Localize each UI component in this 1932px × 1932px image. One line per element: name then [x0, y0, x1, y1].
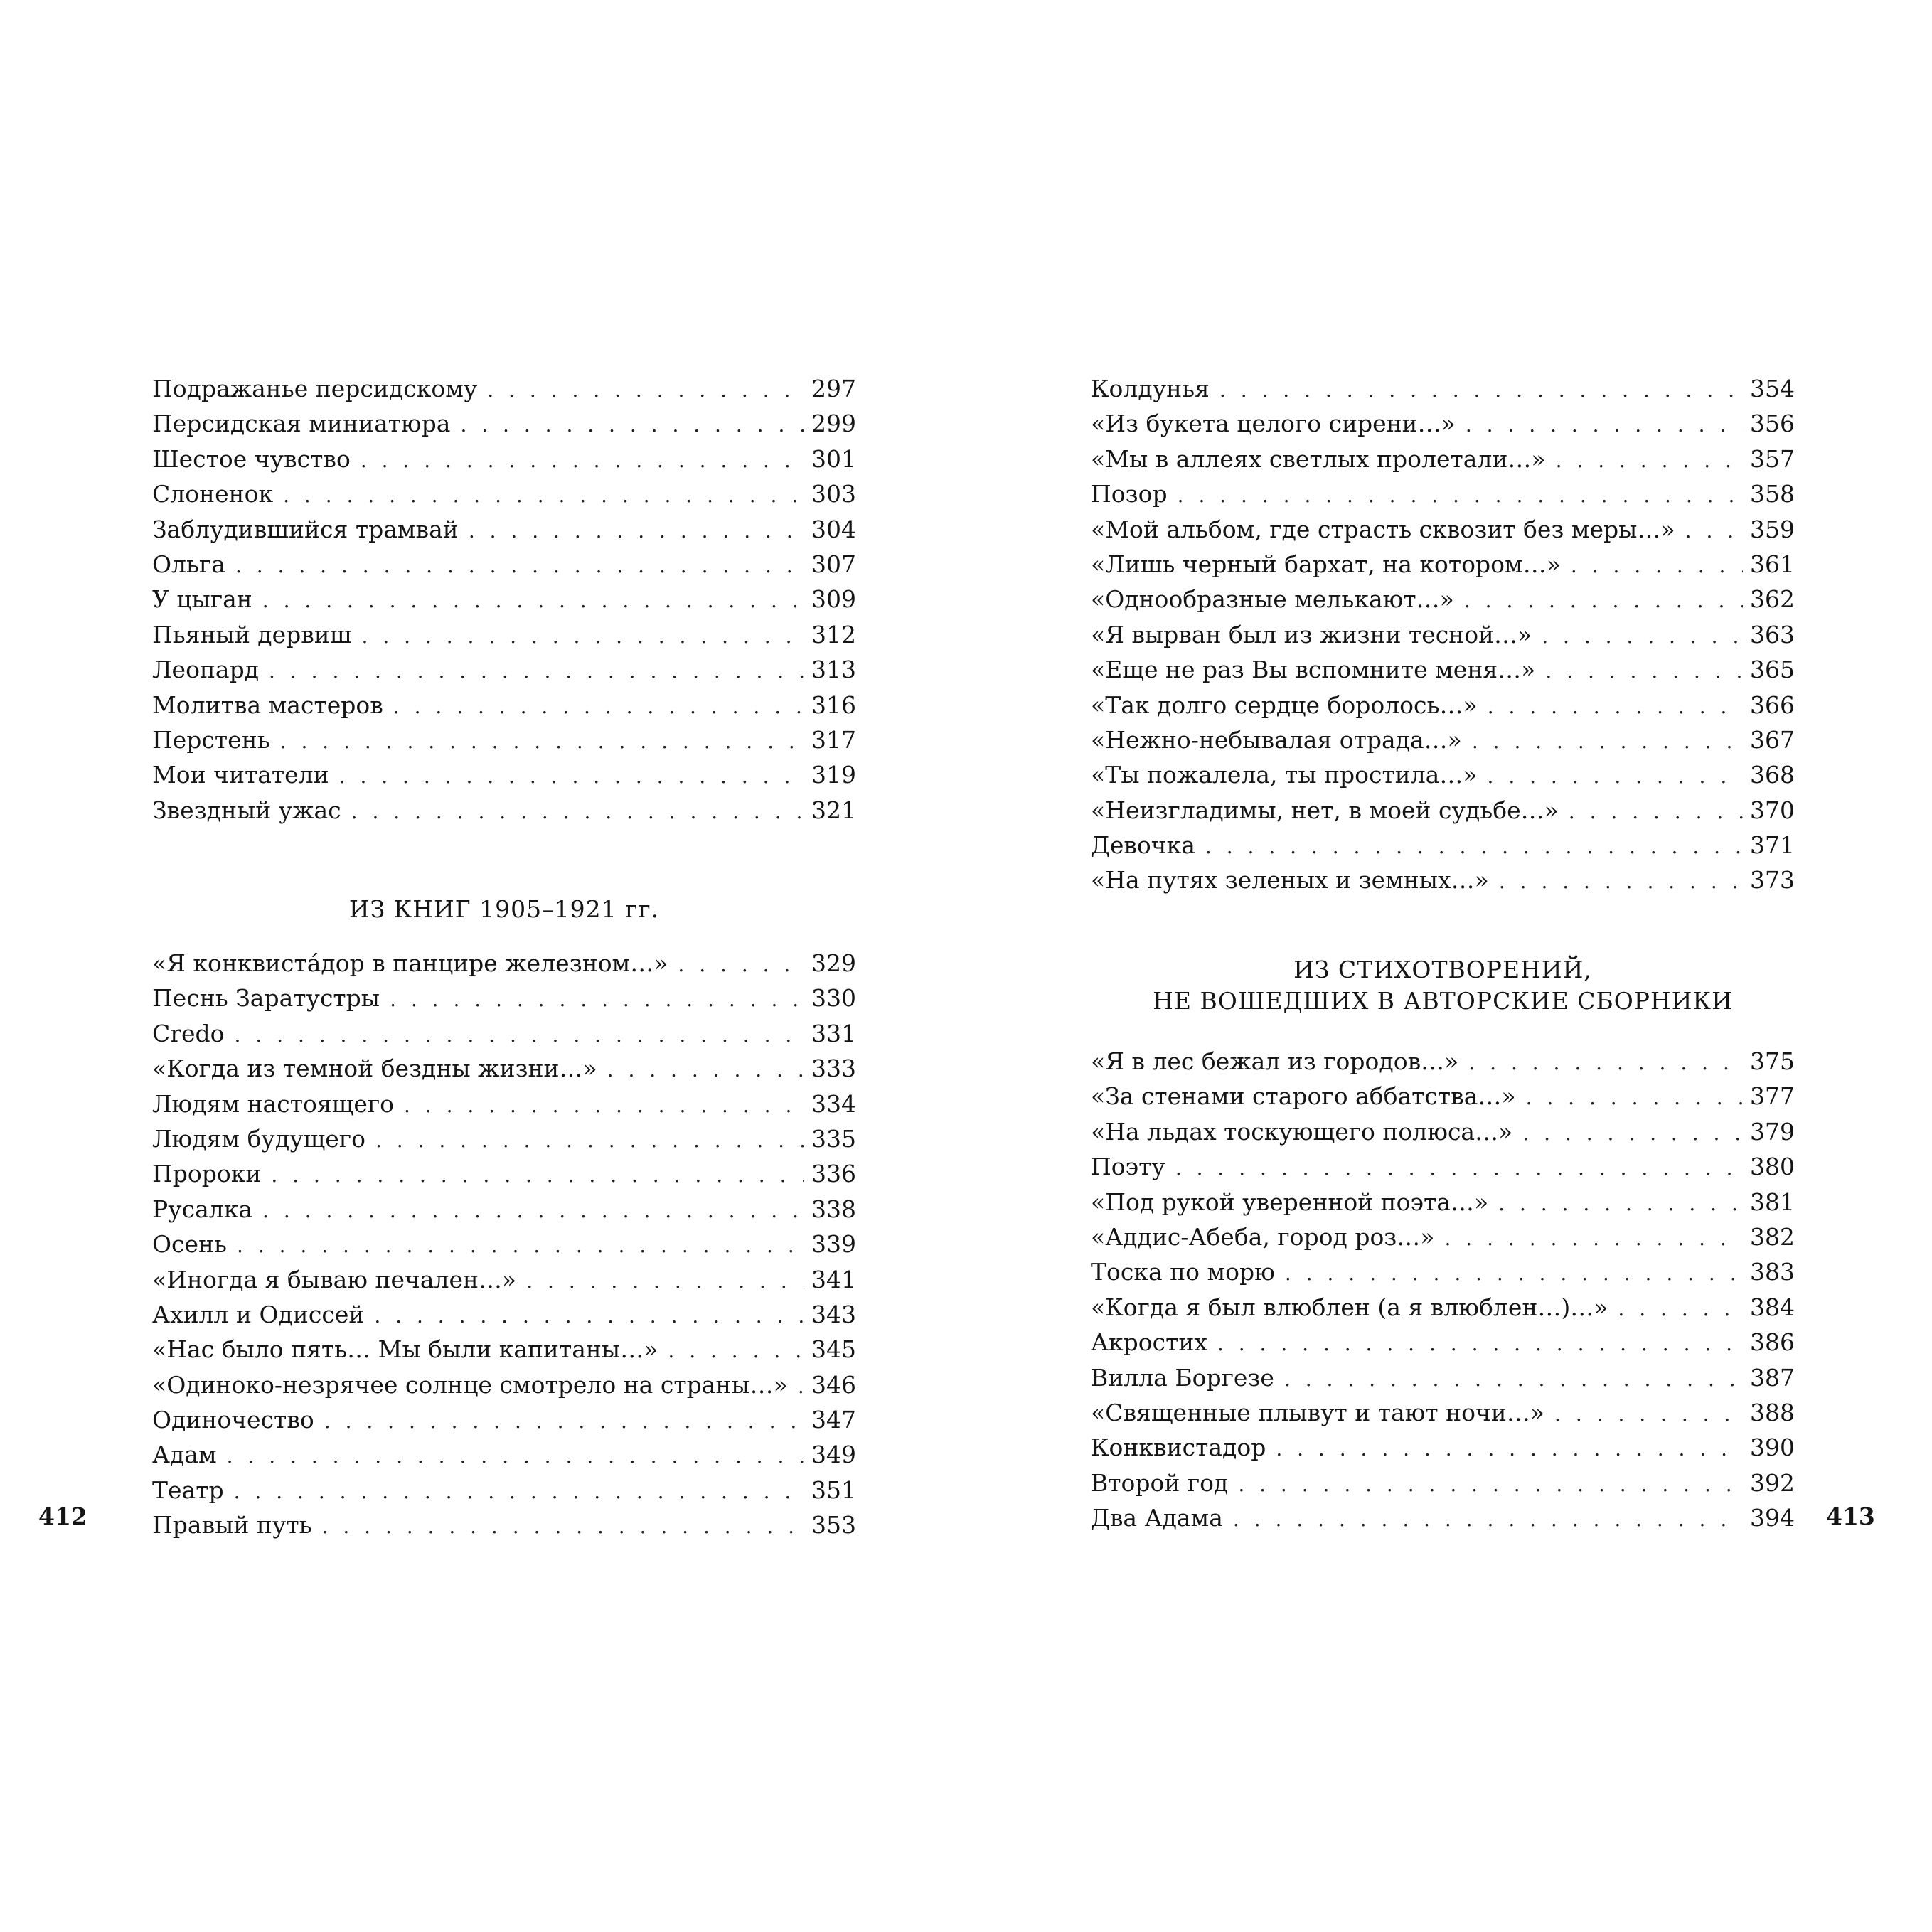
toc-entry	[152, 981, 856, 1015]
toc-entry-title: «Так долго сердце боролось…»	[1091, 690, 1478, 719]
toc-entry-title: Вилла Боргезе	[1091, 1363, 1274, 1392]
toc-entry-title: Людям будущего	[152, 1124, 365, 1153]
toc-entry-page-number: 384	[1750, 1293, 1795, 1321]
toc-entry	[1091, 1114, 1795, 1149]
dot-leader	[1522, 1116, 1743, 1151]
toc-entry	[152, 1121, 856, 1156]
toc-entry-title: «За стенами старого аббатства…»	[1091, 1082, 1516, 1111]
toc-entry-page-number: 382	[1750, 1222, 1795, 1251]
toc-entry-title: «Я конквиста́дор в панцире железном…»	[152, 949, 668, 977]
dot-leader	[1285, 1256, 1743, 1291]
toc-entry-page-number: 351	[811, 1475, 856, 1504]
toc-entry-page-number: 339	[811, 1230, 856, 1259]
dot-leader	[280, 724, 804, 759]
toc-entry	[1091, 793, 1795, 828]
dot-leader	[1276, 1431, 1743, 1466]
dot-leader	[1466, 407, 1743, 442]
toc-entry	[1091, 512, 1795, 547]
toc-entry	[152, 1016, 856, 1051]
toc-entry	[152, 617, 856, 652]
dot-leader	[322, 1509, 804, 1544]
right-page	[966, 0, 1931, 1932]
toc-entry-title: Подражанье персидскому	[152, 375, 478, 402]
toc-entry-title: Шестое чувство	[152, 444, 351, 473]
toc-entry-page-number: 379	[1750, 1117, 1795, 1146]
toc-entry	[152, 1332, 856, 1367]
dot-leader	[1175, 1151, 1743, 1185]
toc-entry-page-number: 341	[811, 1265, 856, 1293]
toc-entry	[152, 946, 856, 981]
toc-entry-page-number: 380	[1750, 1153, 1795, 1181]
toc-entry	[152, 1437, 856, 1472]
dot-leader	[404, 1088, 804, 1123]
toc-entry-title: Ольга	[152, 550, 225, 578]
toc-entry-page-number: 375	[1750, 1047, 1795, 1075]
toc-entry-page-number: 338	[811, 1195, 856, 1223]
toc-entry	[1091, 1325, 1795, 1360]
toc-entry-page-number: 377	[1750, 1082, 1795, 1111]
dot-leader	[487, 373, 804, 407]
toc-entry-title: «На льдах тоскующего полюса…»	[1091, 1117, 1513, 1146]
toc-entry	[152, 1156, 856, 1191]
toc-entry-title: «Мы в аллеях светлых пролетали…»	[1091, 444, 1546, 473]
toc-entry-page-number: 365	[1750, 656, 1795, 684]
dot-leader	[375, 1123, 804, 1158]
toc-entry	[1091, 688, 1795, 722]
toc-entry-title: Осень	[152, 1230, 228, 1259]
toc-entry-page-number: 331	[811, 1019, 856, 1047]
toc-entry-title: Заблудившийся трамвай	[152, 515, 459, 543]
toc-entry-title: Русалка	[152, 1195, 253, 1223]
dot-leader	[362, 619, 804, 653]
toc-entry-title: Пьяный дервиш	[152, 620, 352, 649]
toc-entry-title: «Под рукой уверенной поэта…»	[1091, 1188, 1489, 1216]
toc-entry-title: Акростих	[1091, 1328, 1207, 1357]
toc-entry-page-number: 362	[1750, 585, 1795, 614]
toc-entry-page-number: 299	[811, 410, 856, 438]
toc-entry-page-number: 353	[811, 1511, 856, 1539]
toc-entry-page-number: 386	[1750, 1328, 1795, 1357]
toc-entry-page-number: 301	[811, 444, 856, 473]
toc-entry-page-number: 371	[1750, 831, 1795, 860]
toc-entry	[1091, 1044, 1795, 1079]
toc-entry	[152, 1262, 856, 1297]
toc-entry-page-number: 309	[811, 585, 856, 614]
toc-entry	[152, 1507, 856, 1542]
toc-entry-page-number: 313	[811, 656, 856, 684]
toc-entry	[152, 547, 856, 582]
toc-entry	[1091, 1466, 1795, 1500]
toc-entry-title: «Неизгладимы, нет, в моей судьбе…»	[1091, 796, 1559, 824]
toc-entry-page-number: 390	[1750, 1434, 1795, 1462]
toc-entry	[1091, 1219, 1795, 1254]
toc-entry-page-number: 316	[811, 690, 856, 719]
toc-entry-page-number: 333	[811, 1055, 856, 1083]
dot-leader	[262, 1193, 804, 1228]
toc-entry-title: Одиночество	[152, 1406, 314, 1434]
page-number-right: 413	[1826, 1503, 1875, 1530]
dot-leader	[1219, 373, 1743, 407]
toc-entry-page-number: 387	[1750, 1363, 1795, 1392]
toc-entry-page-number: 358	[1750, 480, 1795, 508]
toc-entry	[1091, 442, 1795, 476]
dot-leader	[1685, 513, 1743, 548]
toc-entry	[1091, 476, 1795, 511]
toc-entry-title: Звездный ужас	[152, 796, 341, 824]
dot-leader	[1488, 759, 1743, 794]
toc-entry-page-number: 321	[811, 796, 856, 824]
dot-leader	[237, 1228, 804, 1263]
toc-entry-page-number: 357	[1750, 444, 1795, 473]
toc-entry-title: Два Адама	[1091, 1504, 1223, 1532]
toc-entry-page-number: 381	[1750, 1188, 1795, 1216]
dot-leader	[1556, 443, 1743, 478]
toc-entry	[1091, 1360, 1795, 1395]
dot-leader	[678, 947, 804, 982]
toc-entry	[152, 688, 856, 722]
toc-entry	[152, 1087, 856, 1121]
toc-entry-title: Слоненок	[152, 480, 274, 508]
dot-leader	[1571, 548, 1743, 583]
toc-entry	[152, 1402, 856, 1437]
toc-entry	[1091, 1079, 1795, 1114]
dot-leader	[1472, 724, 1743, 759]
toc-entry	[152, 512, 856, 547]
toc-list-left-upper	[152, 371, 856, 828]
dot-leader	[361, 443, 804, 478]
dot-leader	[526, 1264, 804, 1298]
toc-entry-title: Конквистадор	[1091, 1434, 1266, 1462]
toc-entry-page-number: 368	[1750, 761, 1795, 789]
toc-entry-title: «Я вырван был из жизни тесной…»	[1091, 620, 1532, 649]
toc-entry	[1091, 863, 1795, 897]
dot-leader	[1498, 1186, 1743, 1221]
toc-entry-page-number: 335	[811, 1124, 856, 1153]
toc-entry-title: Пророки	[152, 1160, 262, 1188]
dot-leader	[469, 513, 804, 548]
toc-entry-page-number: 349	[811, 1441, 856, 1469]
toc-entry	[1091, 1500, 1795, 1535]
toc-entry-title: «Еще не раз Вы вспомните меня…»	[1091, 656, 1536, 684]
toc-entry-page-number: 361	[1750, 550, 1795, 578]
toc-entry-title: Театр	[152, 1475, 224, 1504]
dot-leader	[234, 1474, 804, 1509]
dot-leader	[324, 1404, 804, 1439]
toc-entry-page-number: 336	[811, 1160, 856, 1188]
toc-entry	[1091, 652, 1795, 687]
toc-entry	[1091, 1430, 1795, 1465]
toc-entry-page-number: 370	[1750, 796, 1795, 824]
toc-entry	[1091, 722, 1795, 757]
toc-entry-page-number: 330	[811, 984, 856, 1013]
dot-leader	[460, 407, 804, 442]
toc-entry	[152, 1192, 856, 1227]
toc-entry-title: Персидская миниатюра	[152, 410, 451, 438]
toc-entry-title: «Я в лес бежал из городов…»	[1091, 1047, 1459, 1075]
toc-entry-title: Ахилл и Одиссей	[152, 1300, 365, 1328]
toc-entry	[1091, 371, 1795, 406]
dot-leader	[283, 478, 804, 513]
toc-entry-page-number: 319	[811, 761, 856, 789]
toc-entry-title: Леопард	[152, 656, 260, 684]
toc-entry	[152, 757, 856, 792]
toc-entry-page-number: 307	[811, 550, 856, 578]
toc-entry-title: «Одиноко-незрячее солнце смотрело на страны…»	[152, 1370, 788, 1399]
section-heading-right: ИЗ СТИХОТВОРЕНИЙ, НЕ ВОШЕДШИХ В АВТОРСКИЕ СБОРНИКИ	[1153, 956, 1733, 1015]
toc-entry	[1091, 617, 1795, 652]
toc-list-left-lower	[152, 946, 856, 1543]
toc-entry-page-number: 347	[811, 1406, 856, 1434]
toc-entry	[1091, 582, 1795, 617]
dot-leader	[374, 1298, 804, 1333]
toc-entry-title: Мои читатели	[152, 761, 329, 789]
toc-entry-title: Тоска по морю	[1091, 1258, 1275, 1286]
dot-leader	[1284, 1362, 1743, 1397]
toc-entry	[1091, 1290, 1795, 1325]
toc-entry-title: Позор	[1091, 480, 1168, 508]
toc-entry-page-number: 394	[1750, 1504, 1795, 1532]
dot-leader	[235, 1018, 804, 1052]
toc-entry	[152, 793, 856, 828]
toc-entry	[1091, 1185, 1795, 1219]
dot-leader	[271, 1158, 804, 1192]
toc-entry-title: «Лишь черный бархат, на котором…»	[1091, 550, 1561, 578]
toc-entry	[1091, 547, 1795, 582]
toc-entry-title: Поэту	[1091, 1153, 1165, 1181]
dot-leader	[390, 982, 804, 1017]
toc-entry	[1091, 406, 1795, 441]
dot-leader	[607, 1052, 804, 1087]
dot-leader	[1468, 1045, 1743, 1080]
toc-entry-title: Перстень	[152, 725, 270, 754]
toc-entry-title: Песнь Заратустры	[152, 984, 380, 1013]
toc-entry-page-number: 383	[1750, 1258, 1795, 1286]
toc-entry	[152, 1297, 856, 1332]
dot-leader	[1618, 1291, 1743, 1326]
toc-entry-title: «Однообразные мелькают…»	[1091, 585, 1454, 614]
dot-leader	[1464, 583, 1743, 618]
toc-entry	[152, 722, 856, 757]
dot-leader	[1445, 1221, 1744, 1256]
dot-leader	[262, 583, 804, 618]
toc-entry	[152, 582, 856, 617]
toc-entry-page-number: 388	[1750, 1398, 1795, 1426]
toc-entry-title: «Из букета целого сирени…»	[1091, 410, 1456, 438]
dot-leader	[1554, 1397, 1743, 1431]
dot-leader	[668, 1333, 804, 1368]
dot-leader	[1499, 864, 1743, 899]
toc-entry-title: «Мой альбом, где страсть сквозит без меры…»	[1091, 515, 1675, 543]
toc-entry-title: «Ты пожалела, ты простила…»	[1091, 761, 1478, 789]
toc-entry	[152, 406, 856, 441]
toc-entry-title: «Когда я был влюблен (а я влюблен…)…»	[1091, 1293, 1608, 1321]
toc-entry-page-number: 343	[811, 1300, 856, 1328]
toc-entry	[152, 1051, 856, 1086]
toc-entry-page-number: 354	[1750, 375, 1795, 402]
toc-entry-title: Credo	[152, 1019, 225, 1047]
toc-entry-page-number: 367	[1750, 725, 1795, 754]
toc-entry-title: Второй год	[1091, 1468, 1229, 1497]
toc-entry-title: «Нежно-небывалая отрада…»	[1091, 725, 1462, 754]
toc-entry-page-number: 317	[811, 725, 856, 754]
dot-leader	[1178, 478, 1743, 513]
toc-entry-title: Молитва мастеров	[152, 690, 383, 719]
toc-entry-title: «Иногда я бываю печален…»	[152, 1265, 517, 1293]
dot-leader	[1205, 829, 1743, 864]
toc-entry-page-number: 329	[811, 949, 856, 977]
toc-entry	[1091, 1254, 1795, 1289]
toc-entry-title: У цыган	[152, 585, 252, 614]
dot-leader	[351, 794, 804, 829]
dot-leader	[227, 1439, 804, 1473]
dot-leader	[339, 759, 804, 794]
dot-leader	[235, 548, 804, 583]
toc-entry-page-number: 392	[1750, 1468, 1795, 1497]
toc-entry-title: «Священные плывут и тают ночи…»	[1091, 1398, 1545, 1426]
toc-entry-page-number: 366	[1750, 690, 1795, 719]
dot-leader	[1545, 653, 1743, 688]
toc-entry-title: Девочка	[1091, 831, 1195, 860]
dot-leader	[1238, 1467, 1743, 1502]
toc-entry	[1091, 828, 1795, 863]
toc-entry-page-number: 304	[811, 515, 856, 543]
toc-entry	[152, 1367, 856, 1402]
section-heading-left: ИЗ КНИГ 1905–1921 гг.	[348, 895, 660, 923]
dot-leader	[1542, 619, 1743, 653]
toc-entry-page-number: 334	[811, 1089, 856, 1118]
toc-entry-page-number: 297	[811, 375, 856, 402]
dot-leader	[1233, 1502, 1743, 1537]
toc-entry-page-number: 346	[811, 1370, 856, 1399]
toc-entry-page-number: 363	[1750, 620, 1795, 649]
toc-entry-page-number: 359	[1750, 515, 1795, 543]
toc-entry	[1091, 1395, 1795, 1430]
dot-leader	[1569, 794, 1743, 829]
toc-entry	[152, 1227, 856, 1261]
toc-entry-title: Правый путь	[152, 1511, 312, 1539]
toc-entry	[152, 652, 856, 687]
toc-entry	[152, 371, 856, 406]
dot-leader	[798, 1369, 804, 1404]
toc-entry-title: «Аддис-Абеба, город роз…»	[1091, 1222, 1435, 1251]
toc-list-right-upper	[1091, 371, 1795, 898]
dot-leader	[1488, 689, 1743, 724]
toc-entry-page-number: 345	[811, 1335, 856, 1364]
dot-leader	[393, 689, 804, 724]
toc-entry-page-number: 312	[811, 620, 856, 649]
dot-leader	[1526, 1080, 1743, 1115]
toc-entry	[152, 476, 856, 511]
toc-entry	[1091, 1149, 1795, 1184]
toc-entry-title: Адам	[152, 1441, 217, 1469]
toc-entry-page-number: 303	[811, 480, 856, 508]
toc-entry	[1091, 757, 1795, 792]
toc-entry-page-number: 356	[1750, 410, 1795, 438]
page-number-left: 412	[38, 1503, 87, 1530]
toc-entry-title: «Нас было пять… Мы были капитаны…»	[152, 1335, 658, 1364]
toc-list-right-lower	[1091, 1044, 1795, 1535]
toc-entry	[152, 442, 856, 476]
toc-entry-title: Людям настоящего	[152, 1089, 395, 1118]
dot-leader	[269, 653, 804, 688]
toc-entry	[152, 1473, 856, 1507]
toc-entry-title: «На путях зеленых и земных…»	[1091, 866, 1489, 895]
toc-entry-title: «Когда из темной бездны жизни…»	[152, 1055, 597, 1083]
toc-entry-title: Колдунья	[1091, 375, 1210, 402]
toc-entry-page-number: 373	[1750, 866, 1795, 895]
dot-leader	[1217, 1326, 1743, 1361]
